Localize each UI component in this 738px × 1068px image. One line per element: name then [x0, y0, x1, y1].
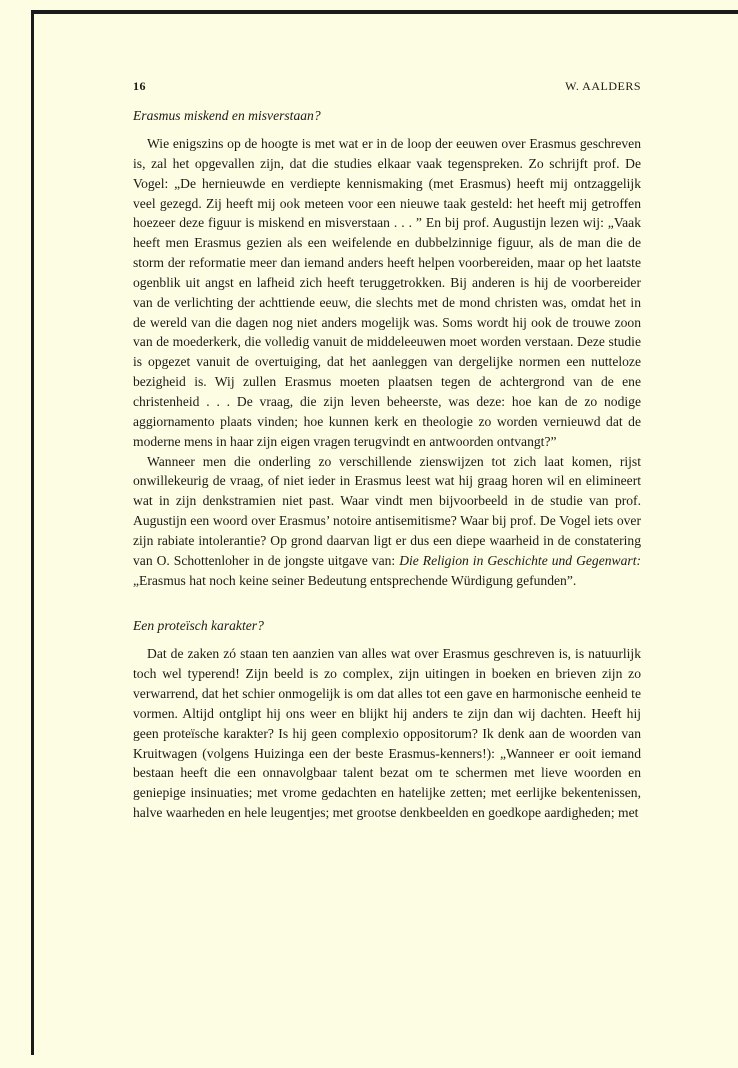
page-body [133, 106, 641, 823]
section-title-erasmus-miskend: Erasmus miskend en misverstaan? [133, 108, 321, 123]
page-header [133, 79, 641, 94]
paragraph-2-book-title: Die Religion in Geschichte und Gegenwart: [399, 552, 642, 568]
section-title-proteisch-karakter: Een proteïsch karakter? [133, 618, 264, 634]
paragraph-3: Dat de zaken zó staan ten aanzien van alles wat over Erasmus geschreven is, is natuurlijk toch wel typerend! Zijn beeld is zo complex, zijn uitingen in boeken en brieven zijn zo verwarrend, dat het schier onmogelijk is om dat alles tot een gave en harmonische eenheid te vormen. Altijd ontglipt hij ons weer en blijkt hij anders te zijn dan wij dachten. Heeft hij geen proteïsche karakter? Is hij geen complexio oppositorum? Ik denk aan de woorden van Kruitwagen (volgens Huizinga een der beste Erasmus-kenners!): „Wanneer er ooit iemand bestaan heeft die een onnavolgbaar talent bezat om te schermen met lieve woorden en geniepige insinuaties; met vrome gedachten en hatelijke zetten; met eerlijke bekentenissen, halve waarheden en hele leugentjes; met grootse denkbeelden en goedkope aardigheden; met [133, 646, 641, 821]
scan-top-edge [32, 10, 738, 14]
scan-left-edge [31, 10, 34, 1055]
running-title: W. AALDERS [565, 79, 641, 93]
page-number: 16 [133, 79, 146, 93]
paragraph-2-text-a: Wanneer men die onderling zo verschillende zienswijzen tot zich laat komen, rijst onwillekeurig de vraag, of niet ieder in Erasmus leest wat hij graag horen wil en elimineert wat in zijn denkstramien niet past. Waar vindt men bijvoorbeeld in de studie van prof. Augustijn een woord over Erasmus’ notoire antisemitisme? Waar bij prof. De Vogel iets over zijn rabiate intolerantie? Op grond daarvan ligt er dus een diepe waarheid in de constatering van O. Schottenloher in de jongste uitgave van: [133, 453, 641, 568]
paragraph-1: Wie enigszins op de hoogte is met wat er in de loop der eeuwen over Erasmus geschreven is, zal het opgevallen zijn, dat die studies elkaar vaak tegenspreken. Zo schrijft prof. De Vogel: „De hernieuwde en verdiepte kennismaking (met Erasmus) heeft mij ontzaggelijk veel gezegd. Zij heeft mij ook meteen voor een nieuwe taak gesteld: het heeft mij getroffen hoezeer deze figuur is miskend en misverstaan . . . ” En bij prof. Augustijn lezen wij: „Vaak heeft men Erasmus gezien als een weifelende en dubbelzinnige figuur, als de man die de storm der reformatie meer dan iemand anders heeft helpen voorbereiden, maar op het laatste ogenblik uit angst en lafheid zich heeft teruggetrokken. Bij anderen is hij de voorbereider van de verlichting der achttiende eeuw, die slechts met de mond christen was, omdat het in de wereld van die dagen nog niet anders mogelijk was. Soms wordt hij ook de trouwe zoon van de moederkerk, die volledig vanuit de middeleeuwen moet worden verstaan. Deze studie is opgezet vanuit de overtuiging, dat het aanleggen van dergelijke normen een nutteloze bezigheid is. Wij zullen Erasmus moeten plaatsen tegen de achtergrond van de ene christenheid . . . De vraag, die zijn leven beheerste, was deze: hoe kan de zo nodige aggiornamento plaats vinden; hoe kunnen kerk en theologie zo worden vernieuwd dat de moderne mens in haar zijn eigen vragen terugvindt en antwoorden ontvangt?” [133, 136, 641, 449]
paragraph-2-text-b: „Erasmus hat noch keine seiner Bedeutung entsprechende Würdigung gefunden”. [133, 572, 577, 588]
paragraph-2 [133, 452, 641, 591]
